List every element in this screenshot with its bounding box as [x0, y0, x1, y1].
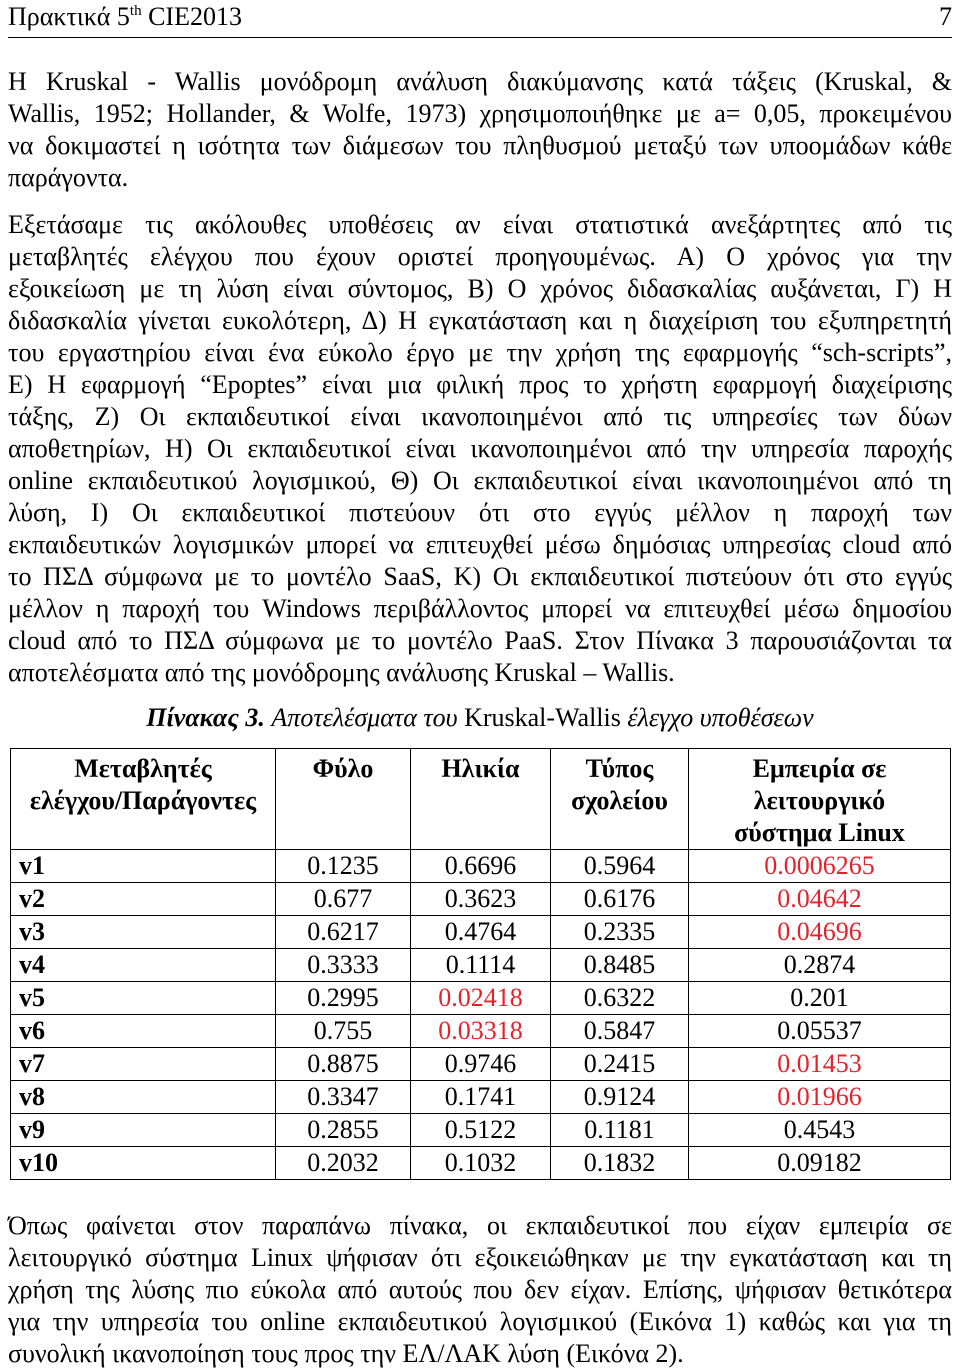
table-cell: 0.1032	[411, 1147, 551, 1180]
table-cell: 0.3347	[276, 1081, 411, 1114]
header-line: Τύπος	[585, 754, 654, 783]
table-row	[11, 883, 951, 916]
table-cell: 0.04642	[689, 883, 951, 916]
table-header-cell	[11, 749, 276, 850]
table-header-cell	[411, 749, 551, 850]
table-cell: 0.4543	[689, 1114, 951, 1147]
table-cell: 0.5964	[551, 850, 689, 883]
caption-label: Πίνακας 3.	[146, 703, 265, 732]
caption-text-plain: Kruskal-Wallis	[464, 703, 621, 732]
table-cell: 0.6696	[411, 850, 551, 883]
table-cell: 0.0006265	[689, 850, 951, 883]
row-label: v6	[11, 1015, 276, 1048]
row-label: v3	[11, 916, 276, 949]
header-line: σχολείου	[571, 786, 668, 815]
table-cell: 0.2032	[276, 1147, 411, 1180]
table-header-row	[11, 749, 951, 850]
table-cell: 0.1114	[411, 949, 551, 982]
header-line: Μεταβλητές	[74, 754, 212, 783]
table-cell: 0.3623	[411, 883, 551, 916]
table-cell: 0.8485	[551, 949, 689, 982]
table-cell: 0.01966	[689, 1081, 951, 1114]
paragraph-line: Ε) Η εφαρμογή “Epoptes” είναι μια φιλική προς το χρήστη εφαρμογή διαχείρισης	[8, 370, 952, 399]
table-cell: 0.6217	[276, 916, 411, 949]
header-line: ελέγχου/Παράγοντες	[29, 786, 257, 815]
table-header-cell	[689, 749, 951, 850]
table-row	[11, 982, 951, 1015]
table-row	[11, 1114, 951, 1147]
table-row	[11, 916, 951, 949]
table-row	[11, 1081, 951, 1114]
row-label: v9	[11, 1114, 276, 1147]
row-label: v8	[11, 1081, 276, 1114]
page-header	[8, 1, 952, 38]
table-cell: 0.09182	[689, 1147, 951, 1180]
table-cell: 0.5847	[551, 1015, 689, 1048]
table-cell: 0.2415	[551, 1048, 689, 1081]
table-cell: 0.5122	[411, 1114, 551, 1147]
table-cell: 0.1181	[551, 1114, 689, 1147]
paragraph-line: συνολική ικανοποίηση τους προς την ΕΛ/ΛΑΚ λύση (Εικόνα 2).	[8, 1339, 684, 1368]
paragraph-method	[8, 66, 952, 194]
paragraph-line: διδασκαλία γίνεται ευκολότερη, Δ) Η εγκατάσταση και η διαχείριση του εξυπηρετητή	[8, 306, 952, 335]
caption-text-italic: Αποτελέσματα του	[271, 703, 458, 732]
paragraph-line: αποτελέσματα από της μονόδρομης ανάλυσης Kruskal – Wallis.	[8, 658, 675, 687]
table-cell: 0.4764	[411, 916, 551, 949]
row-label: v5	[11, 982, 276, 1015]
header-line: Εμπειρία σε	[752, 754, 887, 783]
table-cell: 0.01453	[689, 1048, 951, 1081]
table-cell: 0.9124	[551, 1081, 689, 1114]
paragraph-line: αποθετηρίων, Η) Οι εκπαιδευτικοί είναι ικανοποιημένοι από την υπηρεσία παροχής	[8, 434, 952, 463]
proceedings-title	[8, 1, 242, 37]
table-cell: 0.8875	[276, 1048, 411, 1081]
table-cell: 0.02418	[411, 982, 551, 1015]
paragraph-line: χρήση της λύσης πιο εύκολα από αυτούς που δεν είχαν. Επίσης, ψήφισαν θετικότερα	[8, 1275, 952, 1304]
paragraph-line: το ΠΣΔ σύμφωνα με το μοντέλο SaaS, Κ) Οι εκπαιδευτικοί πιστεύουν ότι στο εγγύς	[8, 562, 952, 591]
paragraph-line: μέλλον η παροχή του Windows περιβάλλοντος μπορεί να επιτευχθεί μέσω δημοσίου	[8, 594, 952, 623]
paragraph-line: παράγοντα.	[8, 163, 129, 192]
paragraph-line: λειτουργικό σύστημα Linux ψήφισαν ότι εξοικειώθηκαν με την εγκατάσταση και τη	[8, 1243, 952, 1272]
header-title: Πρακτικά 5	[8, 2, 130, 31]
table-caption	[0, 702, 960, 734]
paragraph-line: τάξης, Ζ) Οι εκπαιδευτικοί είναι ικανοποιημένοι από τις υπηρεσίες των δύων	[8, 402, 952, 431]
paragraph-line: online εκπαιδευτικού λογισμικού, Θ) Οι εκπαιδευτικοί είναι ικανοποιημένοι από τη	[8, 466, 952, 495]
row-label: v4	[11, 949, 276, 982]
table-cell: 0.1235	[276, 850, 411, 883]
paragraph-line: Wallis, 1952; Hollander, & Wolfe, 1973) χρησιμοποιήθηκε με a= 0,05, προκειμένου	[8, 99, 952, 128]
paragraph-line: Εξετάσαμε τις ακόλουθες υποθέσεις αν είναι στατιστικά ανεξάρτητες από τις	[8, 210, 952, 239]
table-cell: 0.05537	[689, 1015, 951, 1048]
table-row	[11, 949, 951, 982]
header-title-superscript: th	[129, 3, 142, 19]
table-cell: 0.2995	[276, 982, 411, 1015]
results-table	[10, 748, 951, 1180]
table-cell: 0.201	[689, 982, 951, 1015]
header-line: Φύλο	[312, 754, 374, 783]
row-label: v7	[11, 1048, 276, 1081]
header-line: λειτουργικό	[753, 786, 886, 815]
table-cell: 0.2855	[276, 1114, 411, 1147]
table-header-cell	[276, 749, 411, 850]
table-cell: 0.1741	[411, 1081, 551, 1114]
table-cell: 0.1832	[551, 1147, 689, 1180]
table-cell: 0.9746	[411, 1048, 551, 1081]
caption-text-italic-2: έλεγχο υποθέσεων	[627, 703, 814, 732]
header-line: σύστημα Linux	[734, 818, 905, 847]
table-row	[11, 850, 951, 883]
table-cell: 0.6176	[551, 883, 689, 916]
table-cell: 0.2874	[689, 949, 951, 982]
row-label: v1	[11, 850, 276, 883]
header-title-tail: CIE2013	[148, 2, 242, 31]
row-label: v2	[11, 883, 276, 916]
paragraph-line: λύση, Ι) Οι εκπαιδευτικοί πιστεύουν ότι στο εγγύς μέλλον η παροχή των	[8, 498, 952, 527]
table-cell: 0.04696	[689, 916, 951, 949]
table-row	[11, 1015, 951, 1048]
paragraph-line: εκπαιδευτικών λογισμικών μπορεί να επιτευχθεί μέσω δημόσιας υπηρεσίας cloud από	[8, 530, 952, 559]
table-row	[11, 1147, 951, 1180]
paragraph-line: Όπως φαίνεται στον παραπάνω πίνακα, οι εκπαιδευτικοί που είχαν εμπειρία σε	[8, 1211, 952, 1240]
paragraph-line: του εργαστηρίου είναι ένα εύκολο έργο με την χρήση της εφαρμογής “sch-scripts”,	[8, 338, 952, 367]
table-row	[11, 1048, 951, 1081]
page-number: 7	[939, 2, 952, 31]
header-line: Ηλικία	[441, 754, 520, 783]
table-header-cell	[551, 749, 689, 850]
paragraph-line: να δοκιμαστεί η ισότητα των διάμεσων του πληθυσμού μεταξύ των υποομάδων κάθε	[8, 131, 952, 160]
table-cell: 0.03318	[411, 1015, 551, 1048]
paragraph-conclusion	[8, 1210, 952, 1370]
paragraph-line: cloud από το ΠΣΔ σύμφωνα με το μοντέλο PaaS. Στον Πίνακα 3 παρουσιάζονται τα	[8, 626, 952, 655]
paragraph-hypotheses	[8, 209, 952, 689]
table-cell: 0.3333	[276, 949, 411, 982]
paragraph-line: εξοικείωση με τη λύση είναι σύντομος, Β) Ο χρόνος διδασκαλίας αυξάνεται, Γ) Η	[8, 274, 952, 303]
table-cell: 0.755	[276, 1015, 411, 1048]
paragraph-line: μεταβλητές ελέγχου που έχουν οριστεί προηγουμένως. Α) Ο χρόνος για την	[8, 242, 952, 271]
paragraph-line: για την υπηρεσία του online εκπαιδευτικού λογισμικού (Εικόνα 1) καθώς και για τη	[8, 1307, 952, 1336]
table-body	[11, 850, 951, 1180]
table-cell: 0.6322	[551, 982, 689, 1015]
row-label: v10	[11, 1147, 276, 1180]
table-cell: 0.677	[276, 883, 411, 916]
paragraph-line: Η Kruskal - Wallis μονόδρομη ανάλυση διακύμανσης κατά τάξεις (Kruskal, &	[8, 67, 952, 96]
table-cell: 0.2335	[551, 916, 689, 949]
